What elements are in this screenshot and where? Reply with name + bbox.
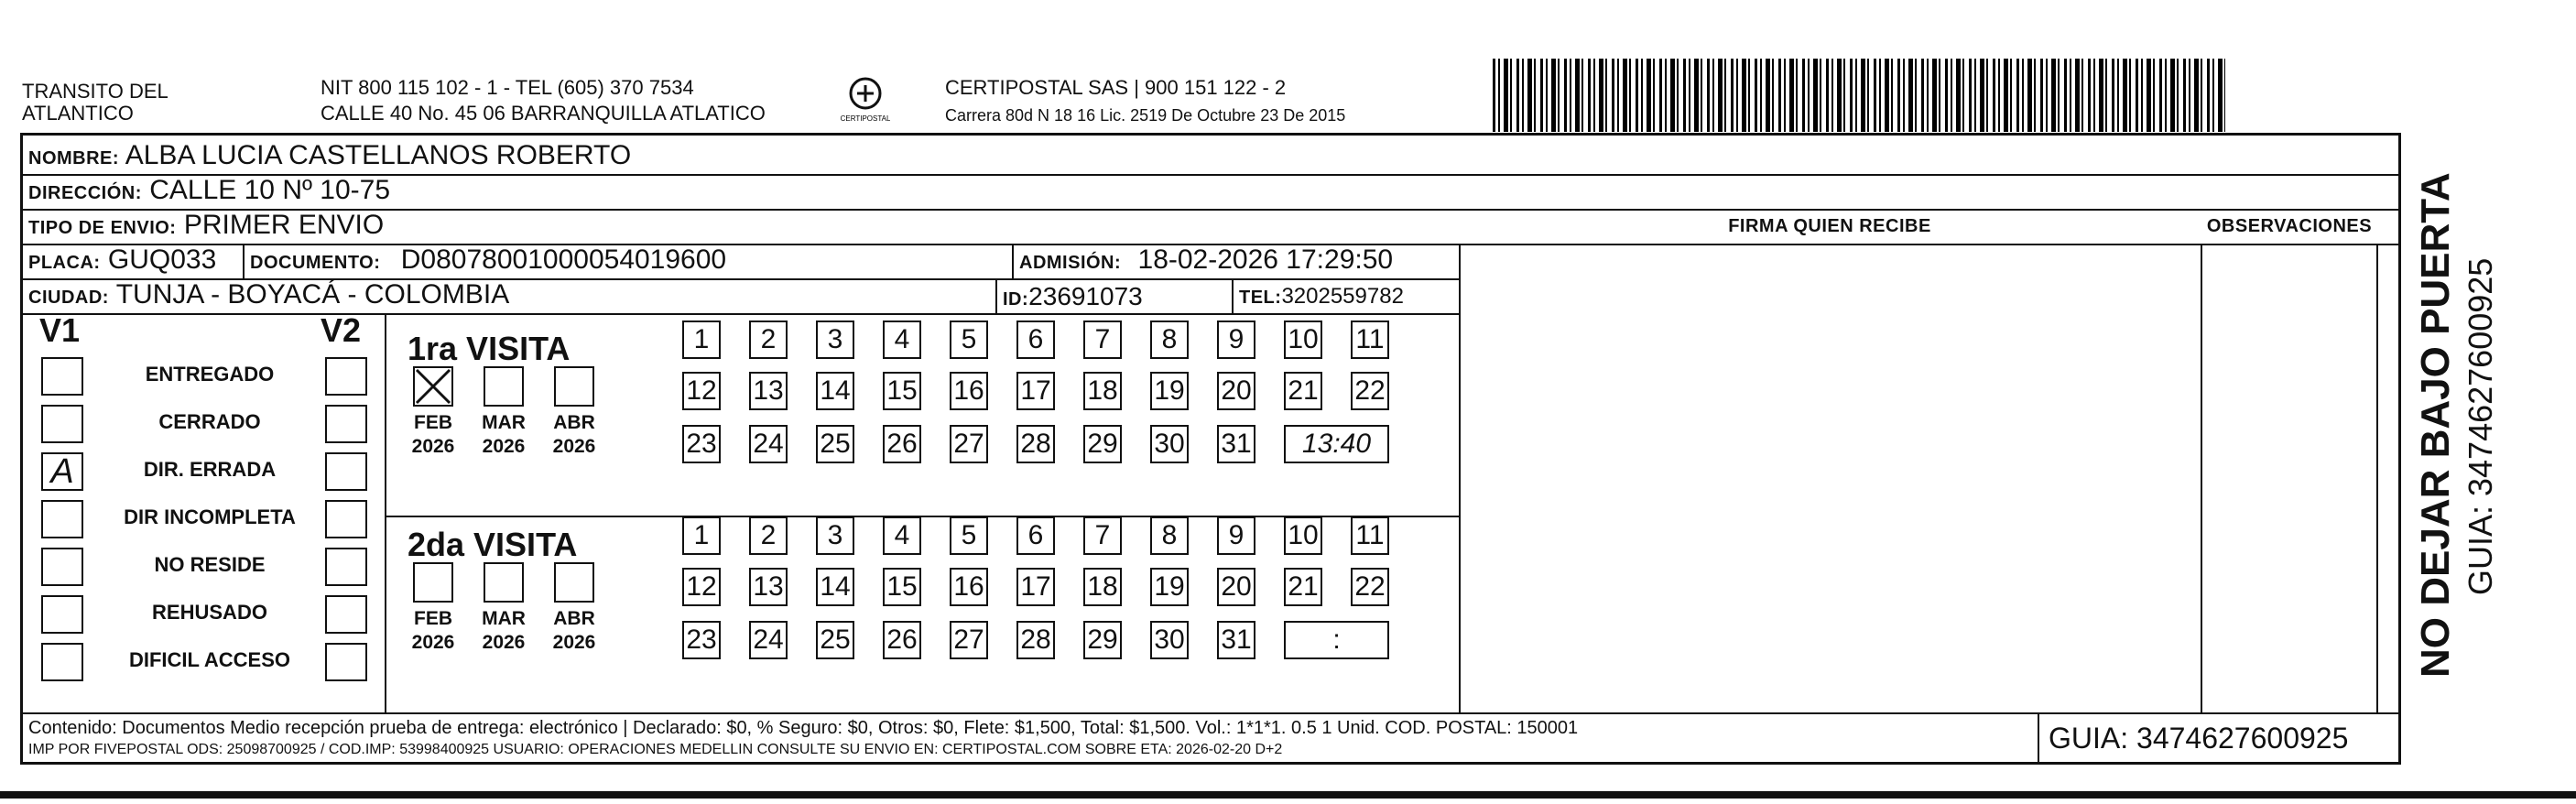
day-checkbox[interactable]: 1 bbox=[682, 516, 721, 555]
time-field[interactable]: : bbox=[1284, 621, 1389, 659]
day-checkbox[interactable]: 18 bbox=[1083, 372, 1122, 410]
documento-label: DOCUMENTO: bbox=[250, 253, 381, 273]
sender-nit: NIT 800 115 102 - 1 - TEL (605) 370 7534 bbox=[321, 76, 694, 99]
v1-checkbox[interactable] bbox=[41, 500, 83, 538]
day-checkbox[interactable]: 8 bbox=[1150, 321, 1189, 359]
day-checkbox[interactable]: 10 bbox=[1284, 321, 1322, 359]
day-checkbox[interactable]: 24 bbox=[749, 425, 788, 463]
day-checkbox[interactable]: 6 bbox=[1016, 321, 1055, 359]
day-checkbox[interactable]: 29 bbox=[1083, 425, 1122, 463]
sender-org-line2: ATLANTICO bbox=[22, 102, 134, 125]
v2-checkbox[interactable] bbox=[325, 595, 367, 634]
day-checkbox[interactable]: 31 bbox=[1217, 425, 1255, 463]
day-checkbox[interactable]: 30 bbox=[1150, 621, 1189, 659]
ciudad-value: TUNJA - BOYACÁ - COLOMBIA bbox=[115, 279, 510, 310]
ciudad-row bbox=[28, 280, 509, 312]
v2-checkbox[interactable] bbox=[325, 500, 367, 538]
day-checkbox[interactable]: 17 bbox=[1016, 568, 1055, 606]
day-checkbox[interactable]: 27 bbox=[950, 425, 988, 463]
day-checkbox[interactable]: 13 bbox=[749, 372, 788, 410]
day-checkbox[interactable]: 9 bbox=[1217, 516, 1255, 555]
sender-org-line1: TRANSITO DEL bbox=[22, 80, 168, 103]
month-label: FEB bbox=[414, 608, 452, 629]
month-checkbox[interactable] bbox=[484, 366, 524, 407]
day-checkbox[interactable]: 22 bbox=[1351, 568, 1389, 606]
day-checkbox[interactable]: 4 bbox=[883, 516, 921, 555]
month-year: 2026 bbox=[552, 436, 596, 457]
month-year: 2026 bbox=[411, 632, 455, 653]
v2-checkbox[interactable] bbox=[325, 405, 367, 443]
v2-checkbox[interactable] bbox=[325, 452, 367, 491]
v2-checkbox[interactable] bbox=[325, 643, 367, 681]
status-label: REHUSADO bbox=[152, 601, 267, 624]
side-guia: GUIA: 3474627600925 bbox=[2462, 257, 2499, 595]
day-checkbox[interactable]: 3 bbox=[816, 321, 854, 359]
month-year: 2026 bbox=[482, 436, 526, 457]
day-checkbox[interactable]: 8 bbox=[1150, 516, 1189, 555]
tracking-barcode bbox=[1493, 59, 2225, 132]
bottom-rule bbox=[0, 791, 2576, 799]
v1-label: V1 bbox=[39, 311, 81, 349]
v2-label: V2 bbox=[321, 311, 362, 349]
status-label: NO RESIDE bbox=[154, 553, 266, 576]
day-checkbox[interactable]: 30 bbox=[1150, 425, 1189, 463]
v2-checkbox[interactable] bbox=[325, 548, 367, 586]
delivery-form bbox=[20, 133, 2401, 765]
footer-guia: GUIA: 3474627600925 bbox=[2049, 722, 2349, 755]
month-checkbox[interactable] bbox=[413, 366, 453, 407]
month-year: 2026 bbox=[482, 632, 526, 653]
month-checkbox[interactable] bbox=[484, 562, 524, 603]
tipo-envio-label: TIPO DE ENVIO: bbox=[28, 218, 177, 238]
x-mark-icon bbox=[415, 368, 451, 405]
certipostal-logo bbox=[841, 73, 890, 125]
day-checkbox[interactable]: 11 bbox=[1351, 321, 1389, 359]
day-checkbox[interactable]: 3 bbox=[816, 516, 854, 555]
month-label: FEB bbox=[414, 412, 452, 433]
day-checkbox[interactable]: 14 bbox=[816, 568, 854, 606]
direccion-label: DIRECCIÓN: bbox=[28, 183, 142, 203]
day-checkbox[interactable]: 7 bbox=[1083, 321, 1122, 359]
admision-value: 18-02-2026 17:29:50 bbox=[1137, 244, 1394, 275]
day-checkbox[interactable]: 2 bbox=[749, 321, 788, 359]
day-checkbox[interactable]: 11 bbox=[1351, 516, 1389, 555]
day-checkbox[interactable]: 21 bbox=[1284, 372, 1322, 410]
month-label: MAR bbox=[482, 412, 526, 433]
day-checkbox[interactable]: 27 bbox=[950, 621, 988, 659]
day-checkbox[interactable]: 12 bbox=[682, 568, 721, 606]
v1-mark: A bbox=[50, 452, 74, 491]
courier-license: Carrera 80d N 18 16 Lic. 2519 De Octubre 23 De 2015 bbox=[945, 106, 1346, 125]
tel-value: 3202559782 bbox=[1281, 284, 1404, 309]
day-checkbox[interactable]: 2 bbox=[749, 516, 788, 555]
id-label: ID: bbox=[1003, 289, 1029, 310]
day-checkbox[interactable]: 6 bbox=[1016, 516, 1055, 555]
month-label: ABR bbox=[553, 412, 595, 433]
sender-address: CALLE 40 No. 45 06 BARRANQUILLA ATLATICO bbox=[321, 102, 766, 125]
direccion-row bbox=[28, 176, 390, 208]
placa-value: GUQ033 bbox=[107, 244, 217, 275]
day-checkbox[interactable]: 4 bbox=[883, 321, 921, 359]
day-checkbox[interactable]: 20 bbox=[1217, 568, 1255, 606]
day-checkbox[interactable]: 14 bbox=[816, 372, 854, 410]
documento-row bbox=[250, 245, 726, 277]
day-checkbox[interactable]: 16 bbox=[950, 372, 988, 410]
admision-row bbox=[1019, 245, 1393, 277]
day-checkbox[interactable]: 12 bbox=[682, 372, 721, 410]
courier-company: CERTIPOSTAL SAS | 900 151 122 - 2 bbox=[945, 76, 1287, 99]
day-checkbox[interactable]: 18 bbox=[1083, 568, 1122, 606]
day-checkbox[interactable]: 21 bbox=[1284, 568, 1322, 606]
day-checkbox[interactable]: 26 bbox=[883, 425, 921, 463]
v1-checkbox[interactable] bbox=[41, 357, 83, 396]
day-checkbox[interactable]: 19 bbox=[1150, 568, 1189, 606]
day-checkbox[interactable]: 23 bbox=[682, 425, 721, 463]
v1-checkbox[interactable] bbox=[41, 595, 83, 634]
day-checkbox[interactable]: 25 bbox=[816, 621, 854, 659]
day-checkbox[interactable]: 28 bbox=[1016, 425, 1055, 463]
day-checkbox[interactable]: 19 bbox=[1150, 372, 1189, 410]
day-checkbox[interactable]: 28 bbox=[1016, 621, 1055, 659]
day-checkbox[interactable]: 26 bbox=[883, 621, 921, 659]
day-checkbox[interactable]: 24 bbox=[749, 621, 788, 659]
id-row bbox=[1003, 282, 1143, 314]
v1-checkbox[interactable] bbox=[41, 548, 83, 586]
day-checkbox[interactable]: 29 bbox=[1083, 621, 1122, 659]
footer-contents: Contenido: Documentos Medio recepción prueba de entrega: electrónico | Declarado: $0, % Seguro: $0, Otros: $0, Flete: $1,500, Total: $1,500. Vol.: 1*1*1. 0.5 1 Unid. COD. POSTAL: 150001 bbox=[28, 718, 1579, 738]
v1-checkbox[interactable] bbox=[41, 452, 83, 491]
tel-row bbox=[1239, 282, 1404, 312]
status-label: DIR INCOMPLETA bbox=[124, 505, 296, 528]
month-checkbox[interactable] bbox=[413, 562, 453, 603]
v1-checkbox[interactable] bbox=[41, 405, 83, 443]
svg-text:CERTIPOSTAL: CERTIPOSTAL bbox=[841, 114, 890, 123]
observaciones-header: OBSERVACIONES bbox=[2206, 216, 2373, 236]
v1-checkbox[interactable] bbox=[41, 643, 83, 681]
tel-label: TEL: bbox=[1239, 288, 1282, 308]
day-checkbox[interactable]: 31 bbox=[1217, 621, 1255, 659]
visit2-title: 2da VISITA bbox=[408, 526, 578, 563]
tipo-envio-row bbox=[28, 211, 384, 243]
firma-header: FIRMA QUIEN RECIBE bbox=[1728, 216, 1931, 236]
tipo-envio-value: PRIMER ENVIO bbox=[183, 210, 385, 240]
nombre-row bbox=[28, 141, 631, 173]
footer-print-info: IMP POR FIVEPOSTAL ODS: 25098700925 / COD.IMP: 53998400925 USUARIO: OPERACIONES MEDELLIN CONSULTE SU ENVIO EN: CERTIPOSTAL.COM SOBRE ETA: 2026-02-20 D+2 bbox=[28, 742, 1283, 757]
id-value: 23691073 bbox=[1028, 282, 1143, 310]
month-label: ABR bbox=[553, 608, 595, 629]
v2-checkbox[interactable] bbox=[325, 357, 367, 396]
documento-value: D08078001000054019600 bbox=[400, 244, 727, 275]
status-label: DIR. ERRADA bbox=[143, 458, 277, 481]
nombre-value: ALBA LUCIA CASTELLANOS ROBERTO bbox=[125, 140, 632, 170]
day-checkbox[interactable]: 15 bbox=[883, 372, 921, 410]
day-checkbox[interactable]: 23 bbox=[682, 621, 721, 659]
ciudad-label: CIUDAD: bbox=[28, 288, 109, 308]
status-label: CERRADO bbox=[158, 410, 261, 433]
placa-label: PLACA: bbox=[28, 253, 101, 273]
placa-row bbox=[28, 245, 216, 277]
nombre-label: NOMBRE: bbox=[28, 148, 120, 168]
day-checkbox[interactable]: 20 bbox=[1217, 372, 1255, 410]
day-checkbox[interactable]: 16 bbox=[950, 568, 988, 606]
day-checkbox[interactable]: 5 bbox=[950, 321, 988, 359]
month-checkbox[interactable] bbox=[554, 562, 594, 603]
day-checkbox[interactable]: 15 bbox=[883, 568, 921, 606]
day-checkbox[interactable]: 5 bbox=[950, 516, 988, 555]
day-checkbox[interactable]: 22 bbox=[1351, 372, 1389, 410]
time-field[interactable]: 13:40 bbox=[1284, 425, 1389, 463]
visit1-title: 1ra VISITA bbox=[408, 330, 571, 367]
day-checkbox[interactable]: 10 bbox=[1284, 516, 1322, 555]
day-checkbox[interactable]: 1 bbox=[682, 321, 721, 359]
admision-label: ADMISIÓN: bbox=[1019, 253, 1122, 273]
day-checkbox[interactable]: 25 bbox=[816, 425, 854, 463]
status-label: ENTREGADO bbox=[145, 363, 275, 386]
month-year: 2026 bbox=[552, 632, 596, 653]
day-checkbox[interactable]: 7 bbox=[1083, 516, 1122, 555]
day-checkbox[interactable]: 9 bbox=[1217, 321, 1255, 359]
day-checkbox[interactable]: 13 bbox=[749, 568, 788, 606]
direccion-value: CALLE 10 Nº 10-75 bbox=[149, 175, 391, 205]
month-checkbox[interactable] bbox=[554, 366, 594, 407]
month-year: 2026 bbox=[411, 436, 455, 457]
month-label: MAR bbox=[482, 608, 526, 629]
day-checkbox[interactable]: 17 bbox=[1016, 372, 1055, 410]
status-label: DIFICIL ACCESO bbox=[128, 648, 290, 671]
no-dejar-bajo-puerta-note: NO DEJAR BAJO PUERTA bbox=[2413, 172, 2458, 678]
